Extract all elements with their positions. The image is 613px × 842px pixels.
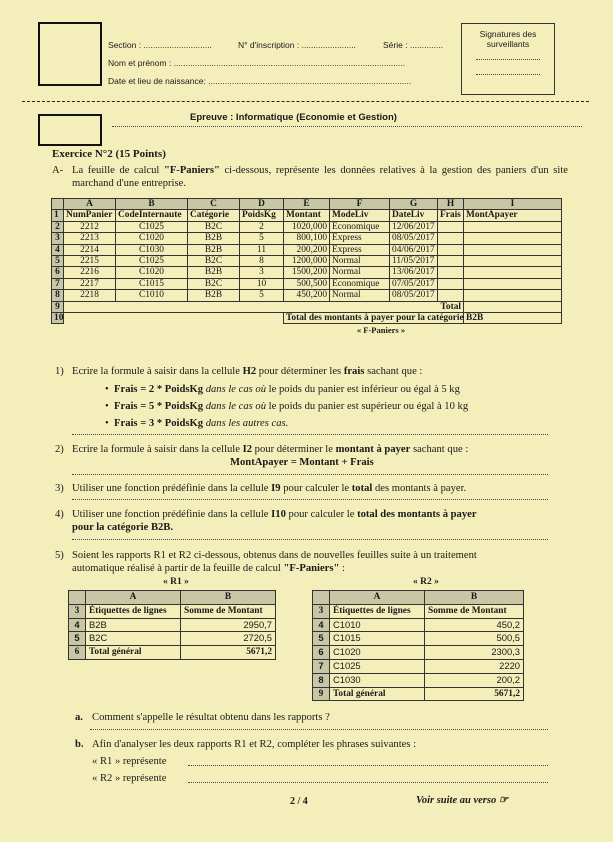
total-value: 5671,2	[181, 646, 276, 660]
cell-code: C1025	[116, 221, 188, 232]
q4-text-start: Utiliser une fonction prédéfinie dans la cellule	[72, 509, 272, 520]
cell-poids: 11	[240, 244, 284, 255]
q3-word: total	[351, 483, 373, 494]
intro-sheet-name: "F-Paniers"	[163, 165, 220, 176]
cell-poids: 8	[240, 256, 284, 267]
q2-text-start: Ecrire la formule à saisir dans la cellule	[72, 444, 243, 455]
total-label: Total général	[86, 646, 181, 660]
cell-montant: 500,500	[284, 278, 330, 289]
cell-montapayer[interactable]	[464, 244, 562, 255]
q2-text	[72, 443, 468, 456]
cell-montapayer[interactable]	[464, 256, 562, 267]
cell-montant: 1020,000	[284, 221, 330, 232]
list-item	[313, 646, 524, 660]
q4-cell: I10	[271, 509, 286, 520]
cell-poids: 2	[240, 221, 284, 232]
formula: Frais = 2 * PoidsKg	[114, 384, 204, 395]
col-letter-a: A	[330, 591, 425, 605]
column-header: Frais	[438, 210, 464, 221]
cell-montant: 450,200	[284, 290, 330, 301]
q2-cell: I2	[242, 444, 253, 455]
cell-modeliv: Express	[330, 244, 390, 255]
r1-header-row	[69, 604, 276, 618]
row-labels-header: Étiquettes de lignes	[330, 604, 425, 618]
cell-dateliv: 11/05/2017	[390, 256, 438, 267]
cell-poids: 3	[240, 267, 284, 278]
list-item	[313, 632, 524, 646]
row-value: 200,2	[425, 673, 524, 687]
table-row	[52, 278, 562, 289]
cell-categorie: B2C	[188, 221, 240, 232]
q1-bullet-2	[105, 401, 468, 412]
col-letter-i: I	[464, 199, 562, 210]
total-label: Total général	[330, 687, 425, 701]
list-item	[313, 673, 524, 687]
row-number: 10	[52, 313, 64, 324]
cell-frais[interactable]	[438, 278, 464, 289]
q1-text-start: Ecrire la formule à saisir dans la cellule	[72, 366, 243, 377]
col-letter-a: A	[64, 199, 116, 210]
qa-text: Comment s'appelle le résultat obtenu dans les rapports ?	[92, 712, 330, 723]
q1-answer-line[interactable]	[72, 434, 548, 435]
pointing-hand-icon: ☞	[498, 795, 509, 806]
cell-dateliv: 13/06/2017	[390, 267, 438, 278]
q4-answer-line[interactable]	[72, 539, 548, 540]
column-header: MontApayer	[464, 210, 562, 221]
total-value: 5671,2	[425, 687, 524, 701]
next-page-note	[416, 794, 508, 806]
row-number: 6	[69, 646, 86, 660]
cell-categorie: B2C	[188, 256, 240, 267]
row-label: C1020	[330, 646, 425, 660]
cell-numpanier: 2214	[64, 244, 116, 255]
column-header: DateLiv	[390, 210, 438, 221]
col-letter-b: B	[425, 591, 524, 605]
cell-modeliv: Express	[330, 233, 390, 244]
r2-caption: « R2 »	[413, 577, 439, 587]
column-letters-row	[52, 199, 562, 210]
cell-code: C1020	[116, 233, 188, 244]
cell-montapayer[interactable]	[464, 278, 562, 289]
cell-categorie: B2B	[188, 244, 240, 255]
cell-frais[interactable]	[438, 256, 464, 267]
exercise-title	[52, 148, 166, 160]
total-b2b-label-cell: Total des montants à payer pour la catégorie B2B	[284, 313, 464, 324]
intro-text-start: La feuille de calcul	[72, 165, 164, 176]
cell-categorie: B2B	[188, 233, 240, 244]
row-number: 7	[52, 278, 64, 289]
cell-numpanier: 2218	[64, 290, 116, 301]
cell-dateliv: 08/05/2017	[390, 233, 438, 244]
table-row	[52, 267, 562, 278]
col-letter-h: H	[438, 199, 464, 210]
q1-text-mid: pour déterminer les	[256, 366, 344, 377]
table-row	[52, 290, 562, 301]
header-row	[52, 210, 562, 221]
corner-cell	[69, 591, 86, 605]
row-number: 6	[313, 646, 330, 660]
exercise-number: Exercice N°2	[52, 148, 113, 160]
q1-text-end: sachant que :	[364, 366, 423, 377]
candidate-number-box	[38, 22, 102, 86]
list-item	[313, 659, 524, 673]
row-label: C1010	[330, 618, 425, 632]
cell-frais[interactable]	[438, 233, 464, 244]
row-number: 3	[69, 604, 86, 618]
col-letter-g: G	[390, 199, 438, 210]
q1-text	[72, 365, 422, 378]
r1-total-row	[69, 646, 276, 660]
bullet-icon: •	[105, 418, 109, 429]
column-header: PoidsKg	[240, 210, 284, 221]
col-letter-b: B	[116, 199, 188, 210]
sum-header: Somme de Montant	[181, 604, 276, 618]
col-letter-a: A	[86, 591, 181, 605]
cell-montant: 800,100	[284, 233, 330, 244]
row-number: 6	[52, 267, 64, 278]
bullet-icon: •	[105, 384, 109, 395]
qb-r1-line: « R1 » représente	[92, 756, 167, 767]
row-number: 9	[313, 687, 330, 701]
q5-text-start: automatique réalisé à partir de la feuille de calcul	[72, 563, 284, 574]
q4-text-mid: pour calculer le	[285, 509, 358, 520]
row-number: 9	[52, 301, 64, 312]
spreadsheet	[51, 198, 561, 335]
cell-code: C1015	[116, 278, 188, 289]
col-letter-c: C	[188, 199, 240, 210]
table-row	[52, 233, 562, 244]
row-number: 2	[52, 221, 64, 232]
column-header: Catégorie	[188, 210, 240, 221]
qb-r2-line: « R2 » représente	[92, 773, 167, 784]
r1-letters-row	[69, 591, 276, 605]
q5-text-end: :	[339, 563, 345, 574]
cell-modeliv: Normal	[330, 290, 390, 301]
cell-dateliv: 04/06/2017	[390, 244, 438, 255]
q5-sheet-name: "F-Paniers"	[283, 563, 340, 574]
row-labels-header: Étiquettes de lignes	[86, 604, 181, 618]
condition: dans le cas où	[205, 384, 267, 395]
row-label: C1030	[330, 673, 425, 687]
total-b2b-row	[52, 313, 562, 324]
formula: Frais = 3 * PoidsKg	[114, 418, 204, 429]
row-value: 500,5	[425, 632, 524, 646]
qb-r1-answer[interactable]	[188, 765, 548, 766]
q4-line-2: pour la catégorie B2B.	[72, 522, 174, 533]
q1-cell: H2	[242, 366, 257, 377]
birth-field: Date et lieu de naissance: ......................................................................................	[108, 76, 412, 86]
epreuve-underline	[112, 126, 582, 127]
table-row	[52, 244, 562, 255]
r2-total-row	[313, 687, 524, 701]
cell-code: C1010	[116, 290, 188, 301]
qa-answer-line[interactable]	[90, 729, 548, 730]
cell-dateliv: 07/05/2017	[390, 278, 438, 289]
list-item	[69, 618, 276, 632]
q2-answer-line[interactable]	[72, 474, 548, 475]
cell-code: C1025	[116, 256, 188, 267]
cell-montapayer[interactable]	[464, 290, 562, 301]
cell-numpanier: 2216	[64, 267, 116, 278]
row-number: 7	[313, 659, 330, 673]
cell-numpanier: 2212	[64, 221, 116, 232]
q1-number: 1)	[55, 366, 64, 377]
q1-word: frais	[343, 366, 365, 377]
row-number: 1	[52, 210, 64, 221]
q2-word: montant à payer	[335, 444, 411, 455]
corner-cell	[313, 591, 330, 605]
row-number: 8	[313, 673, 330, 687]
cell-poids: 10	[240, 278, 284, 289]
cell-numpanier: 2213	[64, 233, 116, 244]
cell-modeliv: Economique	[330, 221, 390, 232]
qa-letter: a.	[75, 712, 83, 723]
cell-frais[interactable]	[438, 244, 464, 255]
intro-paragraph	[72, 164, 568, 190]
exercise-points: (15 Points)	[115, 148, 166, 160]
col-letter-e: E	[284, 199, 330, 210]
column-header: CodeInternaute	[116, 210, 188, 221]
cell-modeliv: Normal	[330, 256, 390, 267]
q3-number: 3)	[55, 483, 64, 494]
table-row	[52, 221, 562, 232]
list-item	[69, 632, 276, 646]
qb-letter: b.	[75, 739, 84, 750]
row-label: B2C	[86, 632, 181, 646]
q2-text-end: sachant que :	[410, 444, 469, 455]
condition: dans le cas où	[205, 401, 267, 412]
cell-montant: 1500,200	[284, 267, 330, 278]
total-label-cell: Total	[64, 301, 464, 312]
qb-r2-answer[interactable]	[188, 782, 548, 783]
q4-number: 4)	[55, 509, 64, 520]
row-number: 8	[52, 290, 64, 301]
signatures-label: Signatures des surveillants	[479, 29, 537, 49]
grade-box	[38, 114, 102, 146]
row-number: 3	[313, 604, 330, 618]
row-value: 450,2	[425, 618, 524, 632]
cut-line	[22, 101, 589, 102]
sum-header: Somme de Montant	[425, 604, 524, 618]
signature-line-2	[476, 74, 540, 75]
q3-text	[72, 482, 466, 495]
report-r1	[68, 590, 276, 660]
cell-i9[interactable]	[464, 301, 562, 312]
epreuve-title: Epreuve : Informatique (Economie et Gestion)	[190, 112, 397, 123]
list-item	[313, 618, 524, 632]
q5-number: 5)	[55, 550, 64, 561]
q3-text-mid: pour calculer le	[280, 483, 352, 494]
q4-line-1	[72, 508, 477, 521]
serie-field: Série : ..............	[383, 40, 443, 50]
col-letter-b: B	[181, 591, 276, 605]
row-number: 4	[69, 618, 86, 632]
signature-line-1	[476, 59, 540, 60]
row-label: B2B	[86, 618, 181, 632]
cell-categorie: B2B	[188, 290, 240, 301]
next-page-text: Voir suite au verso	[416, 795, 497, 806]
corner-cell	[52, 199, 64, 210]
q1-bullet-3	[105, 418, 288, 429]
row-value: 2220	[425, 659, 524, 673]
cell-modeliv: Normal	[330, 267, 390, 278]
cell-numpanier: 2215	[64, 256, 116, 267]
q2-text-mid: pour déterminer le	[252, 444, 336, 455]
cell-montapayer[interactable]	[464, 233, 562, 244]
cell-frais[interactable]	[438, 267, 464, 278]
cell-categorie: B2B	[188, 267, 240, 278]
row-number: 4	[313, 618, 330, 632]
q5-line-1: Soient les rapports R1 et R2 ci-dessous, obtenus dans de nouvelles feuilles suite à un traitement	[72, 550, 477, 561]
column-header: NumPanier	[64, 210, 116, 221]
empty-merged-cell	[64, 313, 284, 324]
row-number: 3	[52, 233, 64, 244]
cell-categorie: B2C	[188, 278, 240, 289]
q3-text-start: Utiliser une fonction prédéfinie dans la cellule	[72, 483, 272, 494]
intro-letter: A-	[52, 165, 64, 176]
q3-text-end: des montants à payer.	[372, 483, 467, 494]
r1-caption: « R1 »	[163, 577, 189, 587]
qb-text: Afin d'analyser les deux rapports R1 et R2, compléter les phrases suivantes :	[92, 739, 417, 750]
row-number: 4	[52, 244, 64, 255]
page-number: 2 / 4	[290, 796, 308, 807]
total-row	[52, 301, 562, 312]
r2-header-row	[313, 604, 524, 618]
row-number: 5	[313, 632, 330, 646]
signatures-box	[461, 23, 555, 95]
cell-montapayer[interactable]	[464, 221, 562, 232]
column-header: Montant	[284, 210, 330, 221]
row-value: 2300,3	[425, 646, 524, 660]
report-r2	[312, 590, 524, 701]
row-label: C1025	[330, 659, 425, 673]
cell-frais[interactable]	[438, 290, 464, 301]
cell-code: C1020	[116, 267, 188, 278]
cell-poids: 5	[240, 290, 284, 301]
cell-montapayer[interactable]	[464, 267, 562, 278]
condition-rest: le poids du panier est supérieur ou égal à 10 kg	[266, 401, 469, 412]
col-letter-f: F	[330, 199, 390, 210]
row-label: C1015	[330, 632, 425, 646]
cell-montant: 1200,000	[284, 256, 330, 267]
cell-poids: 5	[240, 233, 284, 244]
col-letter-d: D	[240, 199, 284, 210]
q4-bold-1: total des montants à payer	[357, 509, 477, 520]
formula: Frais = 5 * PoidsKg	[114, 401, 204, 412]
cell-code: C1030	[116, 244, 188, 255]
q2-number: 2)	[55, 444, 64, 455]
q3-answer-line[interactable]	[72, 499, 548, 500]
sheet-caption: « F-Paniers »	[356, 325, 406, 336]
r2-letters-row	[313, 591, 524, 605]
cell-montant: 200,200	[284, 244, 330, 255]
table-row	[52, 256, 562, 267]
row-value: 2950,7	[181, 618, 276, 632]
condition: dans les autres cas.	[205, 418, 289, 429]
q5-line-2	[72, 562, 345, 575]
q2-formula: MontApayer = Montant + Frais	[230, 457, 374, 468]
cell-numpanier: 2217	[64, 278, 116, 289]
q3-cell: I9	[271, 483, 281, 494]
name-field: Nom et prénom : ..................................................................................................	[108, 58, 406, 68]
column-header: ModeLiv	[330, 210, 390, 221]
section-field: Section : .............................	[108, 40, 212, 50]
inscription-field: N° d'inscription : .......................	[238, 40, 356, 50]
cell-dateliv: 08/05/2017	[390, 290, 438, 301]
condition-rest: le poids du panier est inférieur ou égal à 5 kg	[266, 384, 460, 395]
row-number: 5	[52, 256, 64, 267]
row-value: 2720,5	[181, 632, 276, 646]
q1-bullet-1	[105, 384, 460, 395]
cell-dateliv: 12/06/2017	[390, 221, 438, 232]
cell-frais[interactable]	[438, 221, 464, 232]
bullet-icon: •	[105, 401, 109, 412]
cell-modeliv: Economique	[330, 278, 390, 289]
intro-text-end: ci-dessous, représente les données relatives à la gestion des paniers d'un site marchand d'une entreprise.	[72, 165, 568, 189]
row-number: 5	[69, 632, 86, 646]
